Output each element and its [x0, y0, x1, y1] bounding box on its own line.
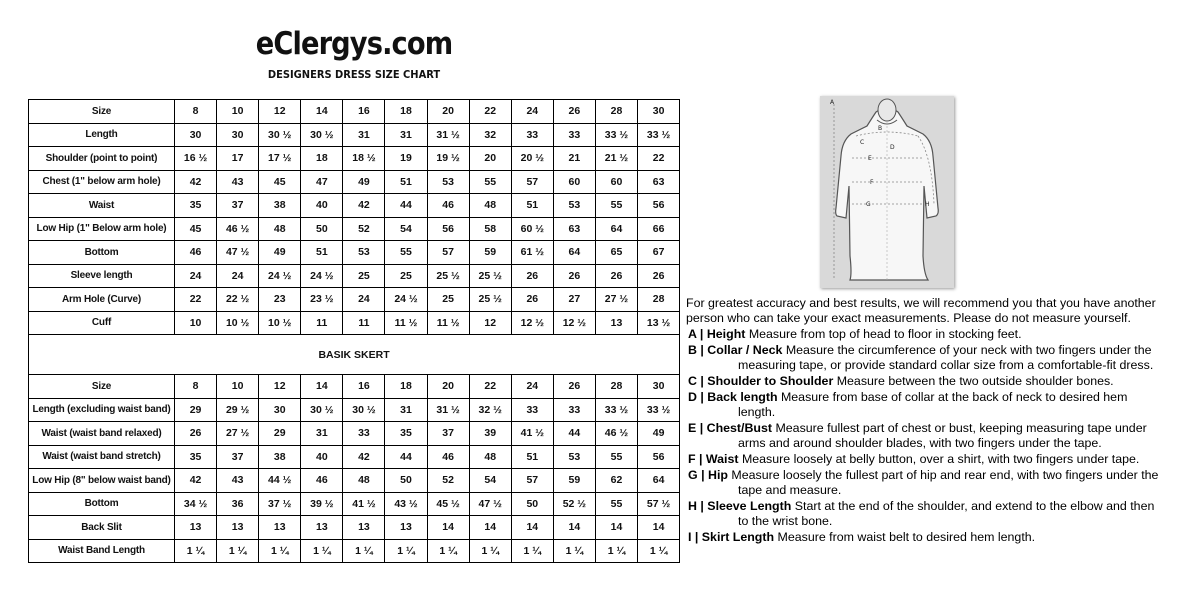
- size-value-cell: 42: [343, 445, 385, 469]
- table-row: [29, 398, 680, 422]
- size-value-cell: 46: [427, 445, 469, 469]
- measurement-item: [686, 530, 1166, 545]
- size-value-cell: 31: [301, 422, 343, 446]
- size-value-cell: 35: [175, 194, 217, 218]
- size-value-cell: 32: [469, 123, 511, 147]
- size-value-cell: 28: [638, 288, 680, 312]
- measurement-instructions: [686, 296, 1166, 546]
- size-value-cell: 46: [427, 194, 469, 218]
- size-value-cell: 30: [638, 100, 680, 124]
- size-value-cell: 50: [385, 469, 427, 493]
- size-value-cell: 16: [343, 100, 385, 124]
- size-value-cell: 55: [595, 492, 637, 516]
- size-value-cell: 31: [385, 398, 427, 422]
- size-value-cell: 14: [301, 100, 343, 124]
- size-value-cell: 1 ¼: [427, 539, 469, 563]
- size-value-cell: 20: [427, 100, 469, 124]
- size-value-cell: 33 ½: [638, 398, 680, 422]
- measurement-description: Measure loosely the fullest part of hip and rear end, with two fingers under the tape and measure.: [727, 468, 1159, 497]
- measurement-key: E | Chest/Bust: [688, 421, 773, 435]
- size-value-cell: 33 ½: [638, 123, 680, 147]
- section-header-row: [29, 335, 680, 375]
- size-value-cell: 56: [638, 445, 680, 469]
- size-value-cell: 17 ½: [259, 147, 301, 171]
- figure-letter-c: C: [860, 139, 865, 146]
- figure-letter-g: G: [866, 201, 871, 208]
- size-value-cell: 26: [553, 264, 595, 288]
- size-value-cell: 17: [217, 147, 259, 171]
- size-value-cell: 67: [638, 241, 680, 265]
- size-value-cell: 42: [343, 194, 385, 218]
- size-value-cell: 57: [511, 170, 553, 194]
- size-value-cell: 43: [217, 469, 259, 493]
- table-row: [29, 516, 680, 540]
- measurement-figure-image: [820, 96, 954, 288]
- size-value-cell: 18: [301, 147, 343, 171]
- size-value-cell: 55: [595, 194, 637, 218]
- size-value-cell: 44: [385, 445, 427, 469]
- size-value-cell: 24: [175, 264, 217, 288]
- size-value-cell: 50: [511, 492, 553, 516]
- table-row: [29, 100, 680, 124]
- row-label-cell: Shoulder (point to point): [29, 147, 175, 171]
- chart-title: DESIGNERS DRESS SIZE CHART: [267, 68, 441, 81]
- measurement-description: Measure fullest part of chest or bust, keeping measuring tape under arms and around shoulder blades, with two fingers under the tape.: [738, 421, 1147, 450]
- size-value-cell: 49: [259, 241, 301, 265]
- size-value-cell: 63: [638, 170, 680, 194]
- size-value-cell: 37: [217, 445, 259, 469]
- row-label-cell: Waist (waist band relaxed): [29, 422, 175, 446]
- size-value-cell: 10: [175, 311, 217, 335]
- size-value-cell: 65: [595, 241, 637, 265]
- row-label-cell: Waist (waist band stretch): [29, 445, 175, 469]
- table-row: [29, 170, 680, 194]
- measurement-item: [686, 499, 1166, 529]
- size-value-cell: 35: [175, 445, 217, 469]
- measurement-key: B | Collar / Neck: [688, 343, 783, 357]
- site-logo-text: eClergys.com: [255, 26, 453, 62]
- size-value-cell: 13 ½: [638, 311, 680, 335]
- size-value-cell: 14: [301, 375, 343, 399]
- size-chart-table: [28, 99, 680, 563]
- size-value-cell: 22 ½: [217, 288, 259, 312]
- size-value-cell: 41 ½: [343, 492, 385, 516]
- table-row: [29, 311, 680, 335]
- size-value-cell: 45 ½: [427, 492, 469, 516]
- measurement-description: Measure from waist belt to desired hem length.: [774, 530, 1036, 544]
- size-value-cell: 24: [217, 264, 259, 288]
- size-value-cell: 33: [553, 123, 595, 147]
- size-value-cell: 52: [343, 217, 385, 241]
- size-value-cell: 61 ½: [511, 241, 553, 265]
- size-value-cell: 11 ½: [427, 311, 469, 335]
- measurement-key: A | Height: [688, 327, 746, 341]
- size-value-cell: 24: [511, 100, 553, 124]
- size-value-cell: 19: [385, 147, 427, 171]
- figure-letter-d: D: [890, 144, 895, 151]
- size-value-cell: 53: [427, 170, 469, 194]
- size-value-cell: 1 ¼: [469, 539, 511, 563]
- size-value-cell: 33: [343, 422, 385, 446]
- size-value-cell: 33 ½: [595, 398, 637, 422]
- size-value-cell: 53: [343, 241, 385, 265]
- measurement-item: [686, 343, 1166, 373]
- intro-text: For greatest accuracy and best results, we will recommend you that you have another person who can take your exact measurements. Please do not measure yourself.: [686, 296, 1156, 325]
- size-value-cell: 13: [595, 311, 637, 335]
- measurement-description: Measure from base of collar at the back of neck to desired hem length.: [738, 390, 1128, 419]
- size-value-cell: 1 ¼: [511, 539, 553, 563]
- size-value-cell: 31: [343, 123, 385, 147]
- size-value-cell: 31 ½: [427, 123, 469, 147]
- size-value-cell: 25: [343, 264, 385, 288]
- size-value-cell: 27: [553, 288, 595, 312]
- size-value-cell: 12 ½: [553, 311, 595, 335]
- row-label-cell: Low Hip (1" Below arm hole): [29, 217, 175, 241]
- size-value-cell: 30: [175, 123, 217, 147]
- size-value-cell: 22: [175, 288, 217, 312]
- size-value-cell: 40: [301, 194, 343, 218]
- size-value-cell: 46 ½: [595, 422, 637, 446]
- size-value-cell: 51: [511, 194, 553, 218]
- size-value-cell: 30 ½: [301, 398, 343, 422]
- size-value-cell: 29 ½: [217, 398, 259, 422]
- row-label-cell: Sleeve length: [29, 264, 175, 288]
- size-value-cell: 10 ½: [217, 311, 259, 335]
- size-value-cell: 26: [553, 100, 595, 124]
- size-value-cell: 31: [385, 123, 427, 147]
- size-value-cell: 26: [638, 264, 680, 288]
- size-value-cell: 26: [175, 422, 217, 446]
- size-value-cell: 30 ½: [343, 398, 385, 422]
- size-value-cell: 24: [343, 288, 385, 312]
- size-value-cell: 27 ½: [217, 422, 259, 446]
- table-row: [29, 375, 680, 399]
- size-value-cell: 30 ½: [259, 123, 301, 147]
- size-value-cell: 13: [385, 516, 427, 540]
- size-value-cell: 44 ½: [259, 469, 301, 493]
- figure-letter-f: F: [870, 179, 874, 186]
- size-value-cell: 42: [175, 469, 217, 493]
- size-value-cell: 26: [511, 264, 553, 288]
- size-value-cell: 42: [175, 170, 217, 194]
- size-value-cell: 13: [259, 516, 301, 540]
- size-value-cell: 39 ½: [301, 492, 343, 516]
- table-row: [29, 194, 680, 218]
- size-value-cell: 23: [259, 288, 301, 312]
- size-value-cell: 20: [469, 147, 511, 171]
- size-value-cell: 24 ½: [259, 264, 301, 288]
- row-label-cell: Waist: [29, 194, 175, 218]
- size-value-cell: 14: [595, 516, 637, 540]
- size-value-cell: 12 ½: [511, 311, 553, 335]
- size-value-cell: 18: [385, 100, 427, 124]
- size-value-cell: 13: [343, 516, 385, 540]
- size-value-cell: 25: [385, 264, 427, 288]
- size-value-cell: 48: [259, 217, 301, 241]
- size-value-cell: 25 ½: [469, 288, 511, 312]
- size-value-cell: 14: [427, 516, 469, 540]
- size-value-cell: 56: [427, 217, 469, 241]
- size-value-cell: 11: [301, 311, 343, 335]
- size-value-cell: 31 ½: [427, 398, 469, 422]
- measurement-key: H | Sleeve Length: [688, 499, 792, 513]
- size-value-cell: 30 ½: [301, 123, 343, 147]
- size-value-cell: 60: [553, 170, 595, 194]
- table-row: [29, 469, 680, 493]
- measurement-key: F | Waist: [688, 452, 739, 466]
- size-value-cell: 24 ½: [385, 288, 427, 312]
- size-value-cell: 44: [553, 422, 595, 446]
- size-value-cell: 1 ¼: [595, 539, 637, 563]
- size-value-cell: 59: [469, 241, 511, 265]
- size-value-cell: 20 ½: [511, 147, 553, 171]
- row-label-cell: Bottom: [29, 241, 175, 265]
- size-value-cell: 10: [217, 100, 259, 124]
- size-value-cell: 33: [511, 398, 553, 422]
- size-value-cell: 16: [343, 375, 385, 399]
- size-value-cell: 10 ½: [259, 311, 301, 335]
- size-value-cell: 24: [511, 375, 553, 399]
- size-value-cell: 38: [259, 194, 301, 218]
- size-value-cell: 1 ¼: [301, 539, 343, 563]
- table-row: [29, 241, 680, 265]
- measurement-item: [686, 452, 1166, 467]
- size-value-cell: 33 ½: [595, 123, 637, 147]
- size-value-cell: 27 ½: [595, 288, 637, 312]
- size-value-cell: 55: [595, 445, 637, 469]
- size-value-cell: 55: [385, 241, 427, 265]
- size-value-cell: 66: [638, 217, 680, 241]
- figure-letter-h: H: [925, 201, 930, 208]
- size-value-cell: 45: [175, 217, 217, 241]
- row-label-cell: Size: [29, 100, 175, 124]
- row-label-cell: Cuff: [29, 311, 175, 335]
- size-value-cell: 25: [427, 288, 469, 312]
- size-value-cell: 13: [217, 516, 259, 540]
- figure-letter-a: A: [830, 99, 835, 106]
- size-value-cell: 51: [301, 241, 343, 265]
- row-label-cell: Low Hip (8" below waist band): [29, 469, 175, 493]
- size-value-cell: 1 ¼: [259, 539, 301, 563]
- measurement-item: [686, 421, 1166, 451]
- size-value-cell: 30: [217, 123, 259, 147]
- size-value-cell: 26: [553, 375, 595, 399]
- size-value-cell: 57: [427, 241, 469, 265]
- size-value-cell: 21 ½: [595, 147, 637, 171]
- size-value-cell: 46 ½: [217, 217, 259, 241]
- measurement-description: Start at the end of the shoulder, and extend to the elbow and then to the wrist bone.: [738, 499, 1155, 528]
- size-value-cell: 43: [217, 170, 259, 194]
- figure-letter-b: B: [878, 125, 883, 132]
- size-value-cell: 14: [511, 516, 553, 540]
- size-value-cell: 52: [427, 469, 469, 493]
- size-value-cell: 24 ½: [301, 264, 343, 288]
- measurement-description: Measure the circumference of your neck with two fingers under the measuring tape, or provide standard collar size from a comfortable-fit dress.: [738, 343, 1154, 372]
- measurement-key: G | Hip: [688, 468, 728, 482]
- size-value-cell: 48: [469, 194, 511, 218]
- size-value-cell: 64: [595, 217, 637, 241]
- table-row: [29, 492, 680, 516]
- row-label-cell: Waist Band Length: [29, 539, 175, 563]
- size-value-cell: 28: [595, 375, 637, 399]
- size-value-cell: 53: [553, 445, 595, 469]
- size-value-cell: 52 ½: [553, 492, 595, 516]
- size-value-cell: 25 ½: [427, 264, 469, 288]
- size-value-cell: 11 ½: [385, 311, 427, 335]
- size-value-cell: 28: [595, 100, 637, 124]
- size-value-cell: 51: [385, 170, 427, 194]
- measurement-item: [686, 390, 1166, 420]
- size-value-cell: 1 ¼: [638, 539, 680, 563]
- size-value-cell: 30: [638, 375, 680, 399]
- measurement-item: [686, 374, 1166, 389]
- row-label-cell: Bottom: [29, 492, 175, 516]
- size-value-cell: 13: [301, 516, 343, 540]
- size-value-cell: 35: [385, 422, 427, 446]
- measurement-description: Measure from top of head to floor in stocking feet.: [745, 327, 1022, 341]
- size-value-cell: 14: [638, 516, 680, 540]
- size-value-cell: 26: [511, 288, 553, 312]
- size-value-cell: 46: [301, 469, 343, 493]
- size-value-cell: 8: [175, 375, 217, 399]
- size-value-cell: 60 ½: [511, 217, 553, 241]
- size-value-cell: 47 ½: [217, 241, 259, 265]
- size-value-cell: 49: [343, 170, 385, 194]
- row-label-cell: Size: [29, 375, 175, 399]
- size-value-cell: 25 ½: [469, 264, 511, 288]
- size-value-cell: 55: [469, 170, 511, 194]
- size-value-cell: 51: [511, 445, 553, 469]
- row-label-cell: Arm Hole (Curve): [29, 288, 175, 312]
- size-value-cell: 37: [427, 422, 469, 446]
- size-value-cell: 18: [385, 375, 427, 399]
- size-value-cell: 53: [553, 194, 595, 218]
- size-value-cell: 34 ½: [175, 492, 217, 516]
- measurement-item: [686, 468, 1166, 498]
- size-value-cell: 49: [638, 422, 680, 446]
- size-value-cell: 48: [469, 445, 511, 469]
- size-value-cell: 38: [259, 445, 301, 469]
- size-value-cell: 13: [175, 516, 217, 540]
- size-value-cell: 8: [175, 100, 217, 124]
- size-value-cell: 37 ½: [259, 492, 301, 516]
- size-value-cell: 22: [469, 375, 511, 399]
- size-value-cell: 1 ¼: [385, 539, 427, 563]
- size-value-cell: 1 ¼: [343, 539, 385, 563]
- size-value-cell: 47: [301, 170, 343, 194]
- size-value-cell: 59: [553, 469, 595, 493]
- measurement-description: Measure loosely at belly button, over a shirt, with two fingers under tape.: [738, 452, 1140, 466]
- size-value-cell: 56: [638, 194, 680, 218]
- measurement-key: C | Shoulder to Shoulder: [688, 374, 834, 388]
- size-value-cell: 29: [259, 422, 301, 446]
- size-value-cell: 21: [553, 147, 595, 171]
- measurement-item: [686, 327, 1166, 342]
- size-value-cell: 60: [595, 170, 637, 194]
- table-row: [29, 123, 680, 147]
- size-value-cell: 58: [469, 217, 511, 241]
- size-value-cell: 36: [217, 492, 259, 516]
- table-row: [29, 264, 680, 288]
- size-value-cell: 64: [553, 241, 595, 265]
- size-value-cell: 39: [469, 422, 511, 446]
- size-value-cell: 26: [595, 264, 637, 288]
- size-value-cell: 41 ½: [511, 422, 553, 446]
- size-value-cell: 1 ¼: [217, 539, 259, 563]
- measurement-key: D | Back length: [688, 390, 778, 404]
- size-value-cell: 10: [217, 375, 259, 399]
- row-label-cell: Chest (1" below arm hole): [29, 170, 175, 194]
- size-value-cell: 48: [343, 469, 385, 493]
- size-value-cell: 12: [259, 100, 301, 124]
- table-row: [29, 217, 680, 241]
- size-value-cell: 43 ½: [385, 492, 427, 516]
- robe-diagram: [820, 96, 954, 288]
- size-value-cell: 14: [469, 516, 511, 540]
- size-value-cell: 22: [469, 100, 511, 124]
- size-value-cell: 33: [511, 123, 553, 147]
- size-value-cell: 29: [175, 398, 217, 422]
- size-value-cell: 18 ½: [343, 147, 385, 171]
- size-value-cell: 22: [638, 147, 680, 171]
- size-value-cell: 1 ¼: [175, 539, 217, 563]
- size-value-cell: 19 ½: [427, 147, 469, 171]
- size-value-cell: 33: [553, 398, 595, 422]
- size-value-cell: 14: [553, 516, 595, 540]
- size-value-cell: 12: [259, 375, 301, 399]
- size-value-cell: 44: [385, 194, 427, 218]
- size-value-cell: 50: [301, 217, 343, 241]
- table-row: [29, 147, 680, 171]
- size-value-cell: 12: [469, 311, 511, 335]
- table-row: [29, 422, 680, 446]
- size-value-cell: 37: [217, 194, 259, 218]
- size-value-cell: 57 ½: [638, 492, 680, 516]
- table-row: [29, 288, 680, 312]
- size-value-cell: 40: [301, 445, 343, 469]
- table-row: [29, 539, 680, 563]
- size-value-cell: 46: [175, 241, 217, 265]
- size-value-cell: 63: [553, 217, 595, 241]
- size-value-cell: 62: [595, 469, 637, 493]
- size-value-cell: 23 ½: [301, 288, 343, 312]
- size-value-cell: 54: [469, 469, 511, 493]
- size-value-cell: 1 ¼: [553, 539, 595, 563]
- size-value-cell: 45: [259, 170, 301, 194]
- row-label-cell: Back Slit: [29, 516, 175, 540]
- size-value-cell: 11: [343, 311, 385, 335]
- size-value-cell: 30: [259, 398, 301, 422]
- figure-letter-e: E: [868, 155, 872, 162]
- size-value-cell: 54: [385, 217, 427, 241]
- size-value-cell: 20: [427, 375, 469, 399]
- table-row: [29, 445, 680, 469]
- size-value-cell: 32 ½: [469, 398, 511, 422]
- measurement-description: Measure between the two outside shoulder bones.: [833, 374, 1114, 388]
- size-value-cell: 64: [638, 469, 680, 493]
- row-label-cell: Length (excluding waist band): [29, 398, 175, 422]
- skirt-section-title: BASIK SKERT: [29, 335, 680, 375]
- size-value-cell: 57: [511, 469, 553, 493]
- size-value-cell: 47 ½: [469, 492, 511, 516]
- measurement-key: I | Skirt Length: [688, 530, 775, 544]
- size-value-cell: 16 ½: [175, 147, 217, 171]
- row-label-cell: Length: [29, 123, 175, 147]
